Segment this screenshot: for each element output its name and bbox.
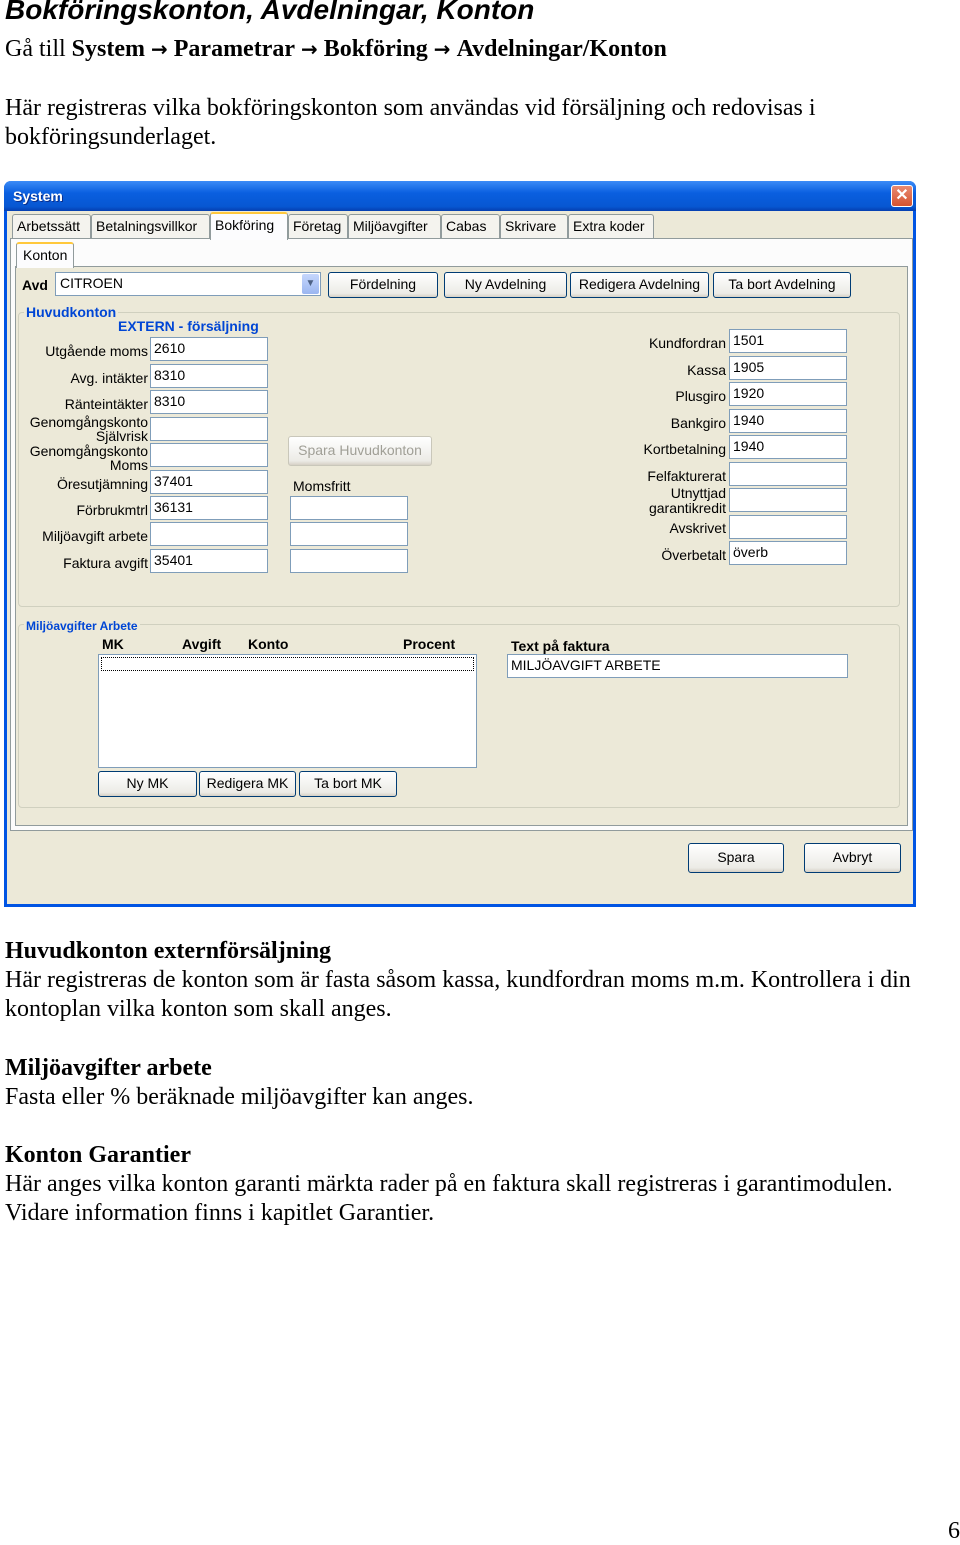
ta-bort-avdelning-button[interactable]: Ta bort Avdelning xyxy=(713,272,851,298)
momsfritt-field-1[interactable] xyxy=(290,496,408,520)
utgaende-moms-field[interactable]: 2610 xyxy=(150,337,268,361)
kassa-label: Kassa xyxy=(687,362,726,378)
column-avgift: Avgift xyxy=(182,636,222,652)
section-text-garantier: Här anges vilka konton garanti märkta rader på en faktura skall registreras i garantimodulen. Vidare information finns i kapitlet Garantier. xyxy=(5,1171,893,1226)
section-text-huvudkonton: Här registreras de konton som är fasta såsom kassa, kundfordran moms m.m. Kontrollera i din kontoplan vilka konton som skall anges. xyxy=(5,967,911,1022)
tab-betalningsvillkor[interactable]: Betalningsvillkor xyxy=(91,214,210,238)
navigation-path xyxy=(5,36,667,63)
tab-bokforing[interactable]: Bokföring xyxy=(210,212,288,240)
avg-intakter-label: Avg. intäkter xyxy=(70,370,148,386)
tab-arbetssatt[interactable]: Arbetssätt xyxy=(12,214,91,238)
column-konto: Konto xyxy=(248,636,289,652)
column-procent: Procent xyxy=(403,636,456,652)
miljoavgifter-list[interactable] xyxy=(98,654,477,768)
felfakturerat-field[interactable] xyxy=(729,462,847,486)
genomgangskonto-sjalvrisk-field[interactable] xyxy=(150,417,268,441)
miljoavgifter-arbete-title: Miljöavgifter Arbete xyxy=(26,619,138,633)
nav-step-avdelningar-konton: Avdelningar/Konton xyxy=(456,36,667,62)
faktura-avgift-field[interactable]: 35401 xyxy=(150,549,268,573)
tab-miljoavgifter[interactable]: Miljöavgifter xyxy=(348,214,441,238)
plusgiro-label: Plusgiro xyxy=(675,388,726,404)
forbrukmtrl-field[interactable]: 36131 xyxy=(150,496,268,520)
avskrivet-field[interactable] xyxy=(729,515,847,539)
momsfritt-field-3[interactable] xyxy=(290,549,408,573)
arrow-right-icon: → xyxy=(150,37,168,61)
ny-mk-button[interactable]: Ny MK xyxy=(98,771,197,797)
nav-prefix: Gå till xyxy=(5,36,66,62)
momsfritt-field-2[interactable] xyxy=(290,522,408,546)
kundfordran-label: Kundfordran xyxy=(648,335,726,351)
text-pa-faktura-field[interactable]: MILJÖAVGIFT ARBETE xyxy=(507,654,848,678)
section-text-miljoavgifter: Fasta eller % beräknade miljöavgifter kan anges. xyxy=(5,1084,474,1110)
page-number: 6 xyxy=(948,1518,960,1544)
miljoavgift-arbete-label: Miljöavgift arbete xyxy=(42,528,148,544)
text-pa-faktura-label: Text på faktura xyxy=(511,638,610,654)
felfakturerat-label: Felfakturerat xyxy=(647,468,726,484)
bankgiro-field[interactable]: 1940 xyxy=(729,409,847,433)
plusgiro-field[interactable]: 1920 xyxy=(729,382,847,406)
genomgangskonto-sjalvrisk-label: Genomgångskonto Självrisk xyxy=(29,414,148,444)
nav-step-bokforing: Bokföring xyxy=(323,36,428,62)
overbetalt-field[interactable]: överb xyxy=(729,541,847,565)
utnyttjad-garantikredit-field[interactable] xyxy=(729,488,847,512)
document-title: Bokföringskonton, Avdelningar, Konton xyxy=(5,0,535,25)
utnyttjad-garantikredit-label: Utnyttjad garantikredit xyxy=(648,485,726,516)
avd-label: Avd xyxy=(22,277,48,293)
bankgiro-label: Bankgiro xyxy=(670,415,726,431)
miljoavgift-arbete-field[interactable] xyxy=(150,522,268,546)
column-mk: MK xyxy=(102,636,124,652)
tab-cabas[interactable]: Cabas xyxy=(441,214,500,238)
section-heading-huvudkonton: Huvudkonton externförsäljning xyxy=(5,938,332,964)
kortbetalning-field[interactable]: 1940 xyxy=(729,435,847,459)
window-titlebar[interactable] xyxy=(4,181,916,211)
huvudkonton-title: Huvudkonton xyxy=(26,304,117,320)
nav-step-parametrar: Parametrar xyxy=(173,36,296,62)
ranteintakter-field[interactable]: 8310 xyxy=(150,390,268,414)
window-title: System xyxy=(13,188,63,204)
forbrukmtrl-label: Förbrukmtrl xyxy=(76,502,148,518)
ny-avdelning-button[interactable]: Ny Avdelning xyxy=(444,272,567,298)
avbryt-button[interactable]: Avbryt xyxy=(804,843,901,873)
arrow-right-icon: → xyxy=(433,37,451,61)
section-heading-miljoavgifter: Miljöavgifter arbete xyxy=(5,1055,212,1081)
nav-step-system: System xyxy=(71,36,145,62)
tab-konton[interactable]: Konton xyxy=(16,242,74,268)
chevron-down-icon[interactable]: ▼ xyxy=(302,274,319,294)
avd-select-value: CITROEN xyxy=(60,275,123,291)
oresutjamning-label: Öresutjämning xyxy=(56,476,148,492)
tab-extra-koder[interactable]: Extra koder xyxy=(568,214,654,238)
system-window xyxy=(4,181,916,907)
tab-skrivare[interactable]: Skrivare xyxy=(500,214,568,238)
extern-forsaljning-title: EXTERN - försäljning xyxy=(118,318,259,334)
redigera-avdelning-button[interactable]: Redigera Avdelning xyxy=(570,272,709,298)
genomgangskonto-moms-field[interactable] xyxy=(150,443,268,467)
avskrivet-label: Avskrivet xyxy=(669,520,726,536)
tab-foretag[interactable]: Företag xyxy=(288,214,348,238)
avd-select[interactable] xyxy=(55,272,321,296)
redigera-mk-button[interactable]: Redigera MK xyxy=(199,771,296,797)
kassa-field[interactable]: 1905 xyxy=(729,356,847,380)
fordelning-button[interactable]: Fördelning xyxy=(328,272,438,298)
list-focus-row[interactable] xyxy=(101,657,474,671)
arrow-right-icon: → xyxy=(301,37,318,61)
kortbetalning-label: Kortbetalning xyxy=(643,441,726,457)
momsfritt-label: Momsfritt xyxy=(293,478,351,494)
section-heading-garantier: Konton Garantier xyxy=(5,1142,191,1168)
overbetalt-label: Överbetalt xyxy=(661,547,726,563)
utgaende-moms-label: Utgående moms xyxy=(45,343,148,359)
faktura-avgift-label: Faktura avgift xyxy=(63,555,148,571)
spara-button[interactable]: Spara xyxy=(688,843,784,873)
avg-intakter-field[interactable]: 8310 xyxy=(150,364,268,388)
ranteintakter-label: Ränteintäkter xyxy=(64,396,148,412)
close-icon[interactable]: ✕ xyxy=(891,185,913,207)
spara-huvudkonton-button[interactable]: Spara Huvudkonton xyxy=(288,436,432,466)
genomgangskonto-moms-label: Genomgångskonto Moms xyxy=(29,443,148,473)
oresutjamning-field[interactable]: 37401 xyxy=(150,470,268,494)
kundfordran-field[interactable]: 1501 xyxy=(729,329,847,353)
intro-paragraph: Här registreras vilka bokföringskonton som användas vid försäljning och redovisas i bokföringsunderlaget. xyxy=(5,95,816,150)
ta-bort-mk-button[interactable]: Ta bort MK xyxy=(299,771,397,797)
